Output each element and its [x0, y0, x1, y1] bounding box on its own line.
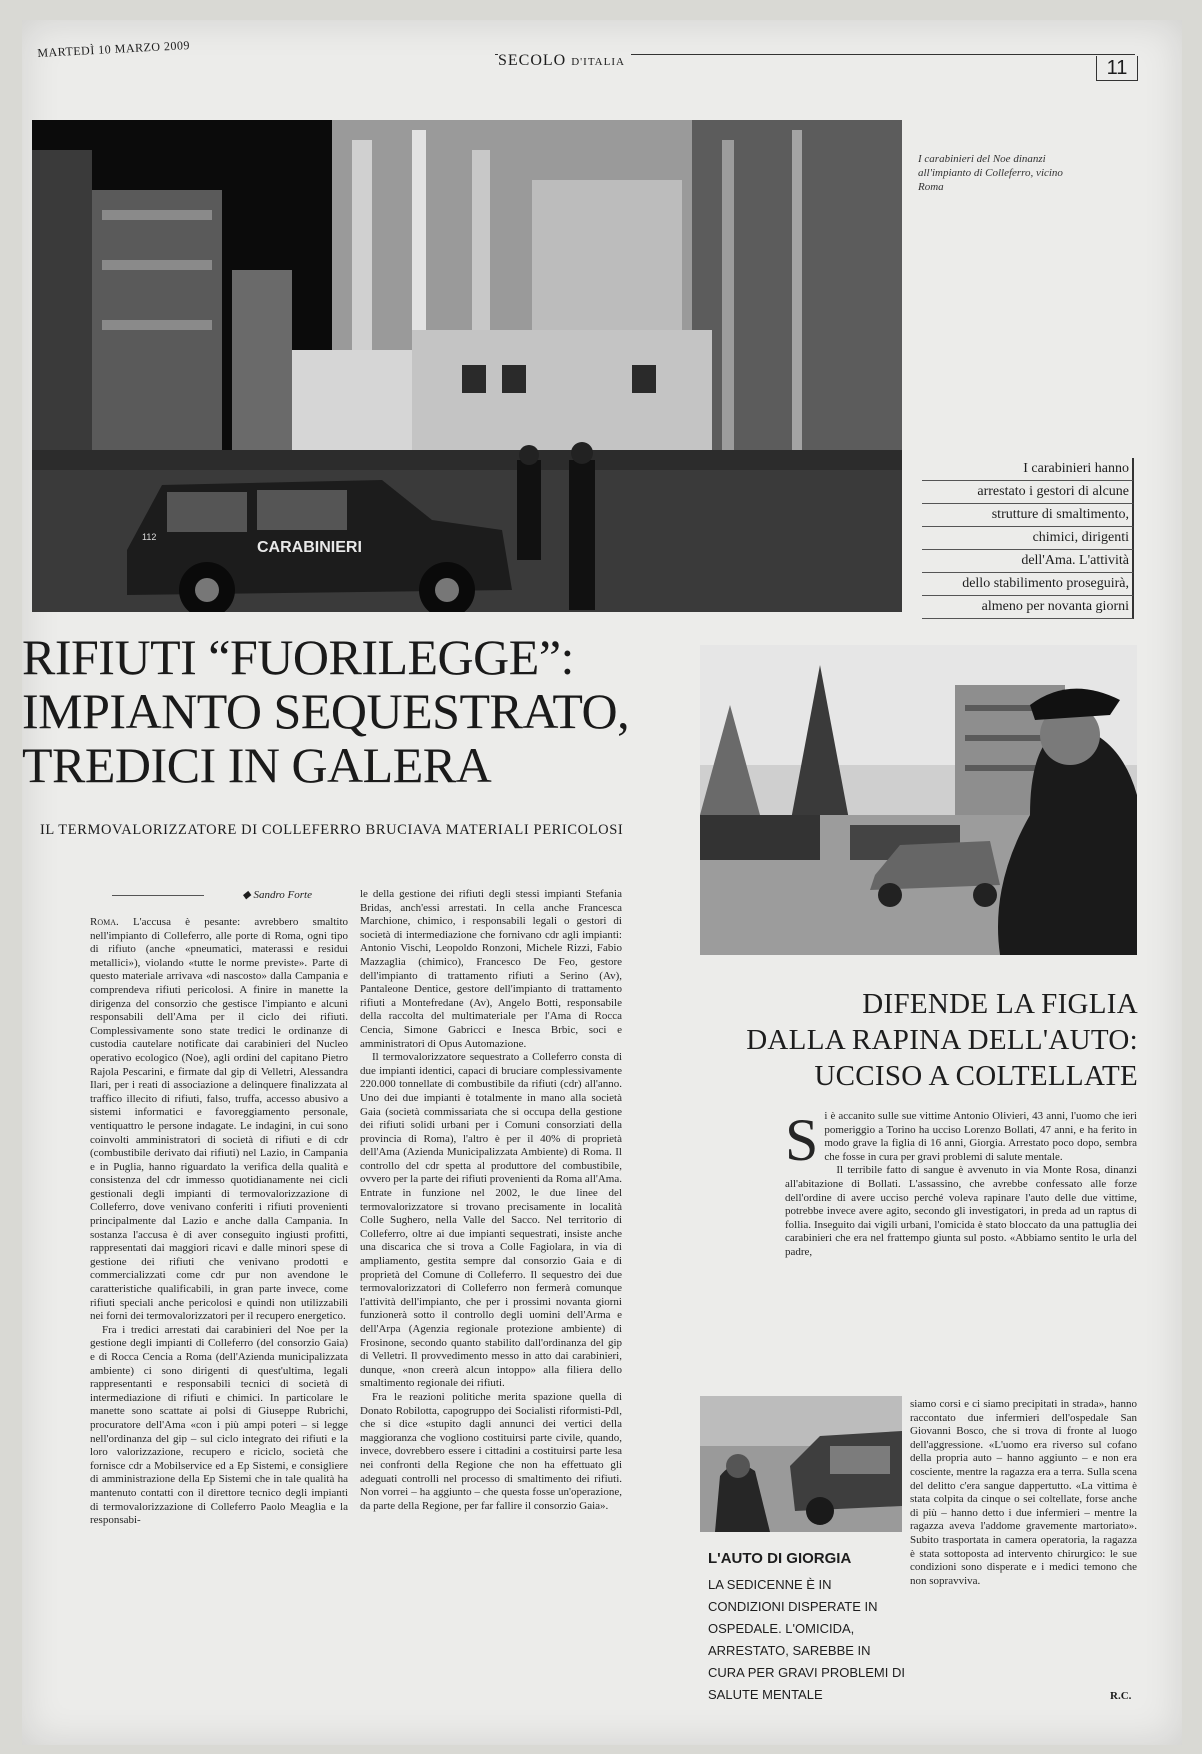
side-box-line: dello stabilimento proseguirà, [922, 573, 1134, 596]
officer-photo [700, 645, 1137, 955]
article2-paragraph: Il terribile fatto di sangue è avvenuto in via Monte Rosa, dinanzi all'abitazione di Bollati. L'assassino, che avrebbe confessato alle forze dell'ordine di avere ucciso perché voleva rapinare l'auto delle due vittime, potrebbe invece avere agito, secondo gli investigatori, in preda ad un raptus di follia. Inseguito dai vigili urbani, l'omicida è stato bloccato da una pattuglia dei carabinieri che era nel frattempo giunta sul posto. «Abbiamo sentito le urla del padre, [785, 1164, 1137, 1258]
headline-line: IMPIANTO SEQUESTRATO, [22, 683, 630, 739]
car-number: 112 [142, 532, 157, 542]
headline-line: TREDICI IN GALERA [22, 737, 492, 793]
side-box-line: arrestato i gestori di alcune [922, 481, 1134, 504]
side-box [922, 458, 1134, 619]
headline-line: DIFENDE LA FIGLIA [862, 988, 1138, 1020]
article1-byline: ◆ Sandro Forte [112, 888, 312, 901]
issue-date: MARTEDÌ 10 MARZO 2009 [37, 38, 191, 60]
article2-column-top [785, 1110, 1137, 1396]
article2-headline [700, 986, 1138, 1094]
paper-name: SECOLO [498, 52, 567, 69]
box-giorgia-title: L'AUTO DI GIORGIA [708, 1550, 852, 1567]
article2-signature: R.C. [1110, 1690, 1132, 1702]
article1-paragraph: L'accusa è pesante: avrebbero smaltito nell'impianto di Colleferro, alle porte di Roma, ogni tipo di rifiuto (anche «pneumatici, materassi e residui metallici»), violando «tutte le norme previste». Parte di questo materiale arrivava «di nascosto» dalla Campania e comprendeva rifiuti pericolosi. A finire in manette la dirigenza del consorzio che gestisce l'impianto e alcuni responsabili dell'Ama per il ciclo dei rifiuti. Complessivamente sono state tredici le ordinanze di custodia cautelare notificate dai carabinieri del Nucleo operativo ecologico (Noe), agli ordini del capitano Pietro Rajola Pescarini, e firmate dal gip di Velletri, Alessandra Ilari, per i reati di associazione a delinquere finalizzata al traffico illecito di rifiuti, falso, truffa, accesso abusivo a sistemi informatici e favoreggiamento personale, ventiquattro le persone indagate. Le indagini, in cui sono coinvolti amministratori di società di rifiuti e di cdr (combustibile derivato dai rifiuti) nel Lazio, in Campania e in Puglia, hanno riguardato la verifica della qualità e consistenza del cdr immesso quotidianamente nei cicli gestionali degli impianti di termovalorizzazione di Colleferro, dove venivano conferiti i rifiuti provenienti principalmente dal Lazio e anche dalla Campania. In sostanza l'accusa è di aver conseguito ingiusti profitti, rappresentati dai maggiori ricavi e dalle minori spese di gestione dei rifiuti che venivano prodotti e commercializzati come cdr pur non avendone le caratteristiche qualificabili, in gran parte invece, come rifiuti speciali anche pericolosi e quindi non utilizzabili nei forni dei termovalorizzatori per il recupero energetico. [90, 916, 348, 1323]
dateline: Roma. [90, 916, 119, 928]
crime-scene-photo [700, 1396, 902, 1532]
headline-line: RIFIUTI “FUORILEGGE”: [22, 629, 574, 685]
dropcap: S [785, 1110, 819, 1173]
article2-paragraph: siamo corsi e ci siamo precipitati in strada», hanno raccontato due infermieri dell'ospedale San Giovanni Bosco, che si trova di fronte al luogo dell'aggressione. «L'uomo era riverso sul cofano della propria auto – hanno aggiunto – e non era cosciente, mentre la ragazza era a terra. Sulla scena del delitto c'era sangue dappertutto. «La vittima è stata colpita da cinque o sei coltellate, forse anche di più – hanno detto i due infermieri – mentre la ragazza aveva l'addome gravemente martoriato». Subito trasportata in camera operatoria, la ragazza è stata sottoposta ad intervento chirurgico: le sue condizioni sono disperate e i medici temono che non sopravviva. [910, 1398, 1137, 1587]
side-box-line: I carabinieri hanno [922, 458, 1134, 481]
side-box-line: dell'Ama. L'attività [922, 550, 1134, 573]
article1-paragraph: Fra le reazioni politiche merita spazione quella di Donato Robilotta, capogruppo dei Socialisti riformisti-Pdl, che si dice «stupito dagli annunci dei vertici della maggioranza che vogliono costituirsi parte civile, quando, invece, dovrebbero essere i cittadini a costituirsi parte lesa nei confronti della Regione che non ha effettuato gli adeguati controlli nel processo di smaltimento dei rifiuti. Non vorrei – ha aggiunto – che questa fosse un'operazione, da parte della Regione, per far fallire il consorzio Gaia». [360, 1390, 622, 1512]
headline-line: DALLA RAPINA DELL'AUTO: [746, 1024, 1138, 1056]
article1-column1 [90, 916, 348, 1706]
side-box-line: almeno per novanta giorni [922, 596, 1134, 619]
headline-line: UCCISO A COLTELLATE [814, 1060, 1138, 1092]
side-box-line: strutture di smaltimento, [922, 504, 1134, 527]
article2-paragraph: i è accanito sulle sue vittime Antonio Olivieri, 43 anni, l'uomo che ieri pomeriggio a Torino ha ucciso Lorenzo Bollati, 47 anni, e ha ferito in modo grave la figlia di 16 anni, Giorgia. Arrestato poco dopo, sembra che fosse in cura per gravi problemi di salute mentale. [824, 1110, 1137, 1163]
car-label: CARABINIERI [257, 539, 362, 556]
page-number: 11 [1096, 56, 1138, 81]
article1-subhead: IL TERMOVALORIZZATORE DI COLLEFERRO BRUCIAVA MATERIALI PERICOLOSI [40, 822, 624, 838]
article1-paragraph: le della gestione dei rifiuti degli stessi impianti Stefania Bridas, anch'essi arrestati. In cella anche Francesca Marchione, chimico, i responsabili legali o gestori di società di intermediazione che fornivano cdr agli impianti: Antonio Vischi, Leopoldo Ronzoni, Michele Rizzi, Fabio Mazzaglia (chimico), Francesco De Feo, gestore dell'impianto di trattamento rifiuti a Serino (Av), Pantaleone Dentice, gestore dell'impianto di trattamento rifiuti a Montefredane (Av), Angelo Botti, responsabile della raccolta del multimateriale per l'Ama di Rocca Cencia, Simone Gabricci e Inesca Brbic, soci e amministratori di Opus Automazione. [360, 888, 622, 1050]
side-box-line: chimici, dirigenti [922, 527, 1134, 550]
masthead [498, 52, 631, 70]
article1-column2 [360, 888, 622, 1706]
article1-paragraph: Il termovalorizzatore sequestrato a Colleferro consta di due impianti identici, capaci di bruciare complessivamente 220.000 tonnellate di combustibile da rifiuti (cdr) all'anno. Uno dei due impianti è totalmente in mano alla società Gaia (società commissariata che si occupa della gestione dei rifiuti solidi urbani per i Comuni consorziati della provincia di Roma), l'altro è per il 40% di proprietà dell'Ama (Azienda Municipalizzata Ambiente) di Roma. Il controllo del cdr spetta al produttore del combustibile, ovvero per la parte dei rifiuti provenienti da Roma all'Ama. Entrate in funzione nel 2002, le due linee del termovalorizzatore si trovano precisamente in località Colle Sughero, nella Valle del Sacco. Nel territorio di Colleferro, oltre ai due impianti sequestrati, insiste anche una discarica che si trova a Colle Fagiolara, in via di ampliamento, gestita sempre dal consorzio Gaia e di proprietà del Comune di Colleferro. Il sequestro dei due termovalorizzatori di Colleferro non fermerà comunque l'attività dell'impianto, che per i prossimi novanta giorni funzionerà sotto il controllo degli uomini dell'Arma e dell'Arpa (Agenzia regionale protezione ambiente) di Frosinone, secondo quanto stabilito dall'ordinanza del gip di Velletri. Il provvedimento messo in atto dai carabinieri, dunque, «non creerà alcun intoppo» alla filiera dello smaltimento regionale dei rifiuti. [360, 1051, 622, 1390]
byline-author: Sandro Forte [253, 889, 312, 901]
article1-headline [22, 630, 629, 792]
paper-suffix: D'ITALIA [571, 56, 625, 68]
article1-paragraph: Fra i tredici arrestati dai carabinieri del Noe per la gestione degli impianti di Colleferro (del consorzio Gaia) e di Rocca Cencia a Roma (dell'Azienda municipalizzata ambiente) ci sono dirigenti di quest'ultima, legali rappresentanti e responsabili tecnici di società di intermediazione di rifiuti e chimici. In particolare le manette sono scattate ai polsi di Giuseppe Rubrichi, procuratore dell'Ama «con i più ampi poteri – si legge nell'ordinanza del gip – sul ciclo integrato dei rifiuti e la loro valorizzazione, recupero e riciclo, società che fornisce cdr a Mobilservice ed a Ep Sistemi, e consigliere di amministrazione della Ep Sistemi che in tale qualità ha mantenuto contatti con il direttore tecnico degli impianti di termovalorizzazione di Colleferro Paolo Meaglia e la responsabi- [90, 1323, 348, 1527]
main-photo-power-plant [32, 120, 902, 612]
box-giorgia-text: LA SEDICENNE È IN CONDIZIONI DISPERATE IN OSPEDALE. L'OMICIDA, ARRESTATO, SAREBBE IN CURA PER GRAVI PROBLEMI DI SALUTE MENTALE [708, 1577, 905, 1702]
article2-column-bottom [910, 1398, 1137, 1698]
main-photo-caption: I carabinieri del Noe dinanzi all'impianto di Colleferro, vicino Roma [918, 153, 1063, 193]
